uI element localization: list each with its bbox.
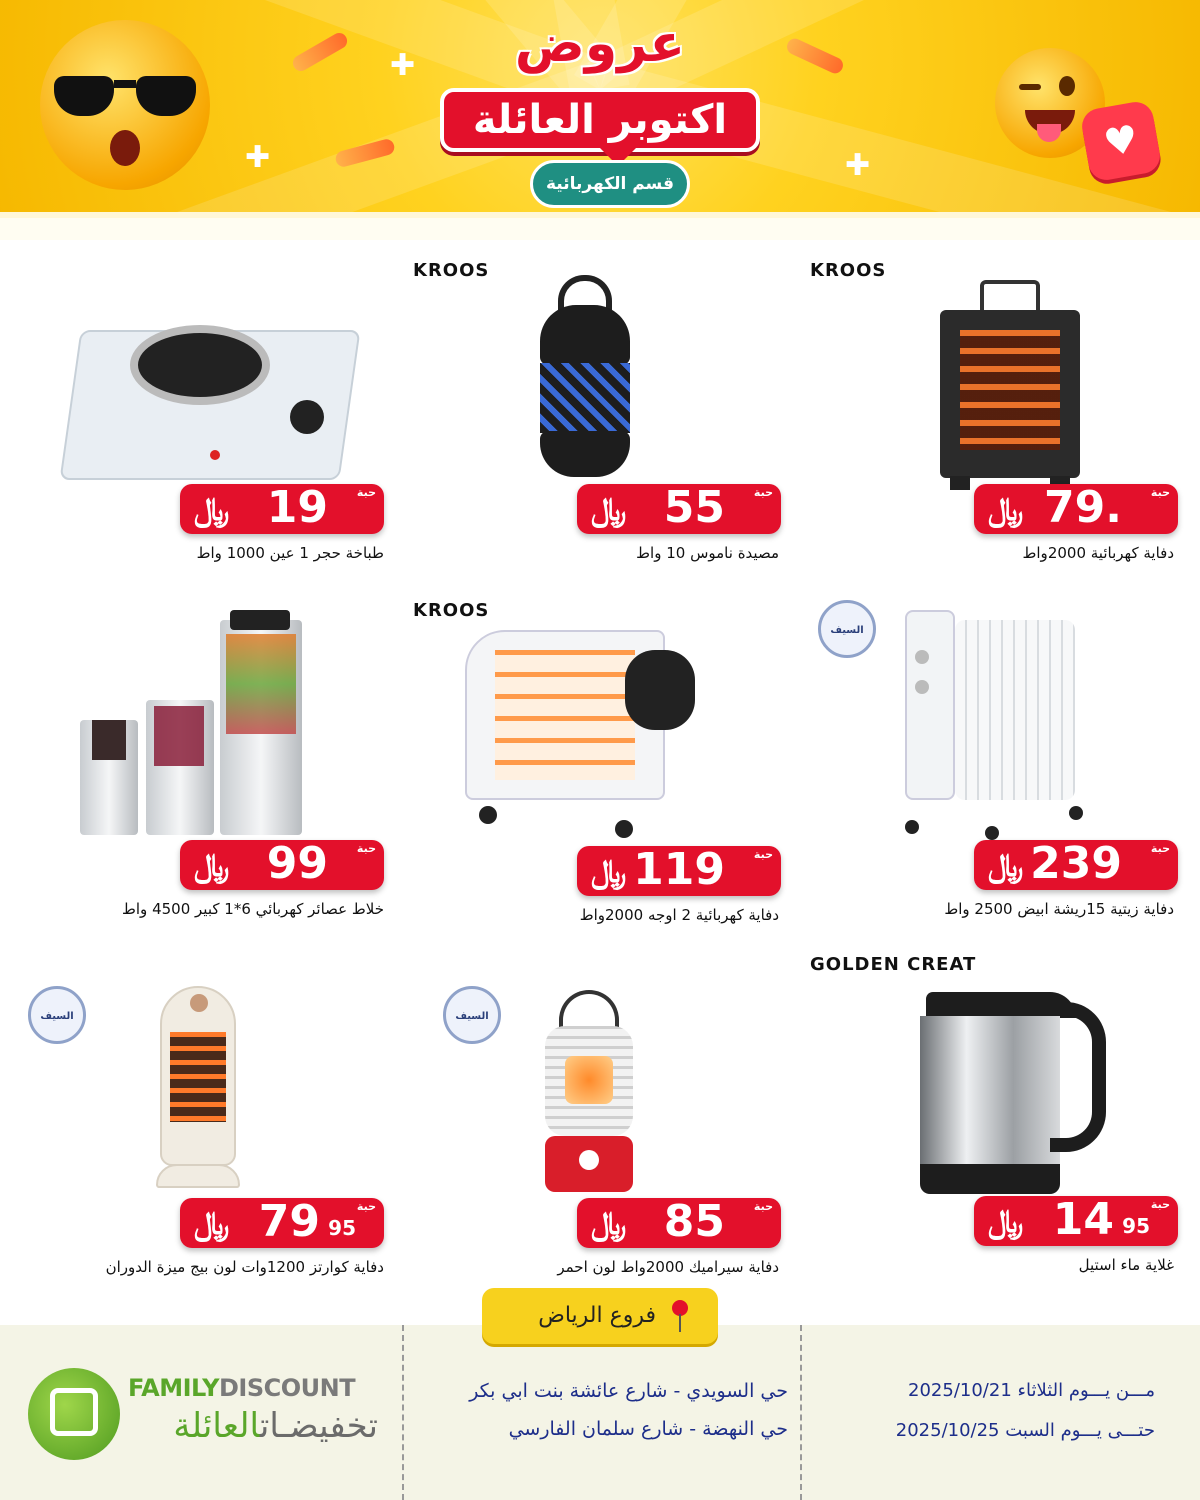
family-discount-logo-icon [28, 1368, 120, 1460]
pin-icon [670, 1300, 690, 1332]
blender-image [80, 610, 310, 835]
riyal-icon: ﷼ [591, 1204, 627, 1242]
section-label: قسم الكهربائية [546, 174, 674, 194]
branch-address: حي السويدي - شارع عائشة بنت ابي بكر [469, 1380, 788, 1402]
price-value: 85 [663, 1196, 725, 1247]
product-card[interactable] [790, 250, 1190, 620]
product-name: دفاية كهربائية 2000واط [1022, 544, 1174, 562]
branches-title: فروع الرياض [538, 1303, 656, 1328]
riyal-icon: ﷼ [194, 490, 230, 528]
product-name: دفاية سيراميك 2000واط لون احمر [557, 1258, 779, 1276]
brand-logo: GOLDEN CREAT [810, 954, 977, 975]
price-tag: حبة 239 ﷼ [974, 840, 1178, 890]
price-value: 79 [258, 1196, 320, 1247]
brand-logo: KROOS [413, 600, 490, 621]
price-tag: حبة 79 95 ﷼ [180, 1198, 384, 1248]
price-tag: حبة 99 ﷼ [180, 840, 384, 890]
riyal-icon: ﷼ [988, 1202, 1024, 1240]
product-card[interactable] [0, 980, 400, 1350]
price-value: 239 [1030, 838, 1122, 889]
product-name: دفاية كوارتز 1200وات لون بيج ميزة الدوران [105, 1258, 384, 1276]
price-tag: حبة 79. ﷼ [974, 484, 1178, 534]
riyal-icon: ﷼ [988, 490, 1024, 528]
brand-seal-icon: السيف [28, 986, 86, 1044]
price-decimal: 95 [1122, 1214, 1150, 1238]
brand-logo: KROOS [413, 260, 490, 281]
kettle-image [920, 992, 1110, 1202]
sunglasses-emoji-icon [40, 20, 210, 190]
product-card[interactable] [790, 600, 1190, 970]
sparkle-icon: ✚ [845, 148, 871, 183]
price-tag: حبة 19 ﷼ [180, 484, 384, 534]
brand-seal-icon: السيف [443, 986, 501, 1044]
price-value: 14 [1052, 1194, 1114, 1245]
branch-address: حي النهضة - شارع سلمان الفارسي [508, 1418, 788, 1440]
quartz-heater-image [160, 986, 240, 1191]
price-value: 119 [633, 844, 725, 895]
logo-arabic: تخفيضـاتالعائلة [173, 1406, 378, 1446]
heart-icon: ♥ [1079, 99, 1162, 182]
product-card[interactable] [395, 590, 795, 960]
price-value: 19 [266, 482, 328, 533]
price-decimal: 95 [328, 1216, 356, 1240]
branches-title-badge [482, 1288, 718, 1344]
product-card[interactable] [395, 250, 795, 620]
product-name: خلاط عصائر كهربائي 6*1 كبير 4500 واط [122, 900, 384, 918]
offer-subtitle-box [440, 88, 760, 152]
price-value: 55 [663, 482, 725, 533]
product-card[interactable] [0, 600, 400, 970]
product-card[interactable] [790, 950, 1190, 1320]
riyal-icon: ﷼ [591, 490, 627, 528]
ceramic-heater-image [545, 990, 635, 1195]
oil-heater-image [905, 610, 1085, 835]
product-name: دفاية كهربائية 2 اوجه 2000واط [579, 906, 779, 924]
offer-subtitle: اكتوبر العائلة [472, 97, 728, 143]
offer-end-date: حتـــى يـــوم السبت 2025/10/25 [895, 1420, 1155, 1441]
price-tag: حبة 14 95 ﷼ [974, 1196, 1178, 1246]
product-card[interactable] [0, 250, 400, 620]
offer-title: عروض [514, 14, 686, 74]
brand-logo: KROOS [810, 260, 887, 281]
price-tag: حبة 119 ﷼ [577, 846, 781, 896]
riyal-icon: ﷼ [194, 846, 230, 884]
riyal-icon: ﷼ [988, 846, 1024, 884]
mosquito-trap-image [540, 275, 630, 480]
sparkle-icon: ✚ [390, 48, 416, 83]
product-name: مصيدة ناموس 10 واط [636, 544, 779, 562]
riyal-icon: ﷼ [194, 1204, 230, 1242]
brand-seal-icon: السيف [818, 600, 876, 658]
price-value: 99 [266, 838, 328, 889]
price-tag: حبة 55 ﷼ [577, 484, 781, 534]
section-badge [530, 160, 690, 208]
product-name: غلاية ماء استيل [1078, 1256, 1174, 1274]
riyal-icon: ﷼ [591, 852, 627, 890]
offer-banner [0, 0, 1200, 240]
hot-plate-image [70, 290, 350, 485]
logo-english: FAMILYDISCOUNT [128, 1374, 356, 1402]
electric-heater-image [940, 280, 1080, 490]
offer-start-date: مـــن يـــوم الثلاثاء 2025/10/21 [908, 1380, 1155, 1401]
two-face-heater-image [465, 620, 695, 840]
price-tag: حبة 85 ﷼ [577, 1198, 781, 1248]
price-value: 79. [1044, 482, 1122, 533]
product-name: دفاية زيتية 15ريشة ابيض 2500 واط [944, 900, 1174, 918]
product-name: طباخة حجر 1 عين 1000 واط [196, 544, 384, 562]
sparkle-icon: ✚ [245, 140, 271, 175]
